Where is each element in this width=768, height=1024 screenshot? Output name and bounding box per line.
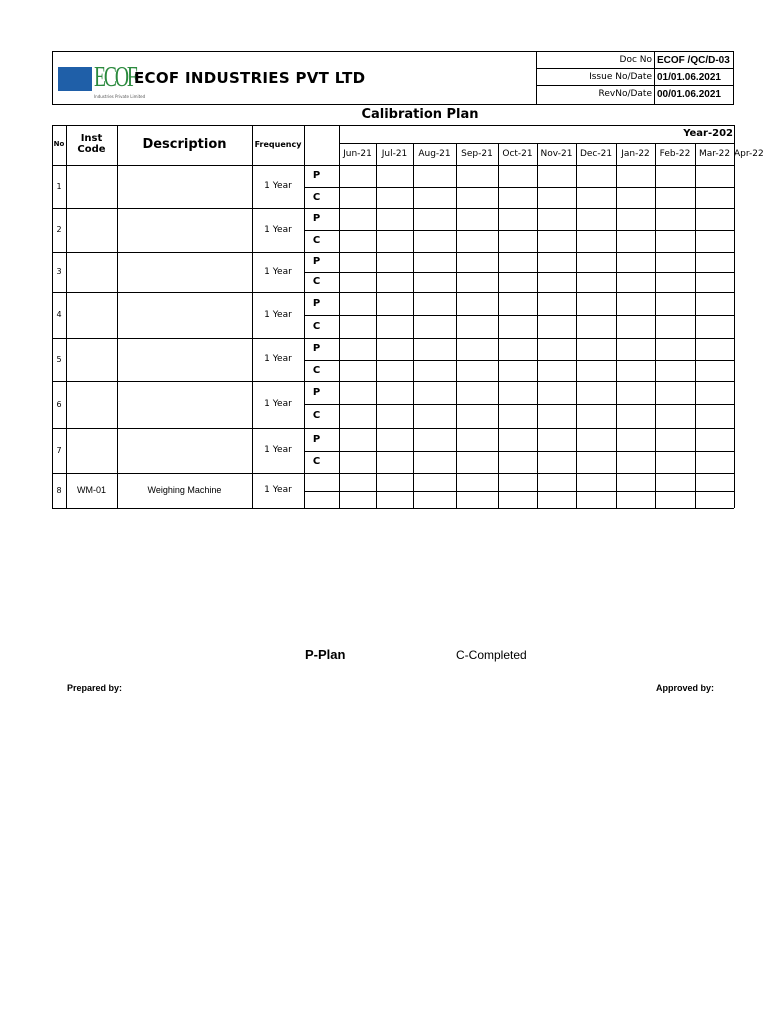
row-inst-code <box>66 165 117 208</box>
row-inst-code <box>66 428 117 473</box>
meta-value: ECOF /QC/D-03 <box>657 55 730 66</box>
table-border-right <box>734 125 735 508</box>
row-completed-marker: C <box>312 276 321 287</box>
row-completed-marker <box>304 491 329 508</box>
row-description <box>117 252 252 292</box>
row-frequency: 1 Year <box>264 485 292 495</box>
table-border-bottom <box>52 508 734 509</box>
row-plan-marker: P <box>312 298 321 309</box>
row-plan-marker: P <box>312 343 321 354</box>
plan-complete-divider <box>304 404 734 405</box>
meta-label: Issue No/Date <box>537 69 655 85</box>
row-plan-marker: P <box>312 170 321 181</box>
plan-complete-divider <box>304 451 734 452</box>
header-year: Year-202 <box>683 128 733 139</box>
legend-plan: P-Plan <box>305 647 346 662</box>
month-header: Mar-22 <box>698 149 731 159</box>
meta-row-rev <box>537 86 733 104</box>
column-divider <box>498 143 499 508</box>
prepared-by-label: Prepared by: <box>67 683 123 693</box>
row-number: 3 <box>56 267 62 276</box>
page-title: Calibration Plan <box>361 107 479 122</box>
row-inst-code <box>66 208 117 252</box>
plan-complete-divider <box>304 315 734 316</box>
column-divider <box>456 143 457 508</box>
row-frequency: 1 Year <box>264 181 292 191</box>
row-inst-code <box>66 381 117 428</box>
row-frequency: 1 Year <box>264 399 292 409</box>
meta-label: RevNo/Date <box>537 86 655 104</box>
row-description <box>117 428 252 473</box>
row-inst-code <box>66 338 117 381</box>
month-header: Jan-22 <box>621 149 650 159</box>
row-number: 6 <box>56 400 62 409</box>
column-divider <box>413 143 414 508</box>
column-divider <box>655 143 656 508</box>
plan-complete-divider <box>304 272 734 273</box>
row-description <box>117 165 252 208</box>
column-divider <box>537 143 538 508</box>
row-frequency: 1 Year <box>264 354 292 364</box>
month-header: Oct-21 <box>502 149 533 159</box>
header-frequency: Frequency <box>254 140 302 149</box>
row-plan-marker <box>304 473 329 491</box>
row-completed-marker: C <box>312 456 321 467</box>
row-number: 7 <box>56 446 62 455</box>
column-divider <box>695 143 696 508</box>
row-number: 2 <box>56 225 62 234</box>
column-divider <box>616 143 617 508</box>
row-frequency: 1 Year <box>264 310 292 320</box>
company-logo <box>58 62 146 102</box>
meta-label: Doc No <box>537 52 655 68</box>
row-number: 1 <box>56 182 62 191</box>
month-header: Aug-21 <box>418 149 451 159</box>
row-plan-marker: P <box>312 434 321 445</box>
month-header: Feb-22 <box>659 149 691 159</box>
plan-complete-divider <box>304 187 734 188</box>
row-completed-marker: C <box>312 192 321 203</box>
legend-completed: C-Completed <box>456 648 527 662</box>
row-number: 4 <box>56 310 62 319</box>
plan-complete-divider <box>304 230 734 231</box>
plan-complete-divider <box>304 491 734 492</box>
row-completed-marker: C <box>312 365 321 376</box>
row-inst-code <box>66 252 117 292</box>
approved-by-label: Approved by: <box>656 683 715 693</box>
row-inst-code <box>66 292 117 338</box>
row-description <box>117 338 252 381</box>
document-header <box>52 51 734 105</box>
company-name: ECOF INDUSTRIES PVT LTD <box>134 69 366 87</box>
row-number: 5 <box>56 355 62 364</box>
calibration-table <box>52 125 764 508</box>
row-completed-marker: C <box>312 410 321 421</box>
header-description: Description <box>142 137 227 152</box>
month-header: Jul-21 <box>381 149 408 159</box>
meta-row-issue <box>537 69 733 86</box>
header-no: No <box>53 140 65 148</box>
meta-row-doc-no <box>537 52 733 69</box>
column-divider <box>576 143 577 508</box>
row-completed-marker: C <box>312 321 321 332</box>
logo-text: ECOF <box>94 62 136 93</box>
month-header: Sep-21 <box>461 149 493 159</box>
row-completed-marker: C <box>312 235 321 246</box>
logo-square-icon <box>58 67 92 91</box>
logo-area <box>53 52 537 104</box>
logo-tagline: Industries Private Limited <box>94 94 146 99</box>
column-divider <box>376 143 377 508</box>
meta-value: 00/01.06.2021 <box>657 89 721 100</box>
month-header: Dec-21 <box>579 149 613 159</box>
row-number: 8 <box>56 486 62 495</box>
row-description <box>117 381 252 428</box>
plan-complete-divider <box>304 360 734 361</box>
document-meta <box>537 52 733 104</box>
row-frequency: 1 Year <box>264 445 292 455</box>
table-border-top <box>52 125 734 126</box>
row-plan-marker: P <box>312 387 321 398</box>
row-description: Weighing Machine <box>147 485 222 495</box>
row-frequency: 1 Year <box>264 225 292 235</box>
month-header: Apr-22 <box>734 149 764 159</box>
month-header: Jun-21 <box>343 149 372 159</box>
meta-value: 01/01.06.2021 <box>657 72 721 83</box>
row-description <box>117 292 252 338</box>
header-inst-code: Inst Code <box>77 133 106 155</box>
row-frequency: 1 Year <box>264 267 292 277</box>
month-header: Nov-21 <box>540 149 573 159</box>
row-plan-marker: P <box>312 213 321 224</box>
row-plan-marker: P <box>312 256 321 267</box>
row-description <box>117 208 252 252</box>
row-inst-code: WM-01 <box>77 485 106 495</box>
